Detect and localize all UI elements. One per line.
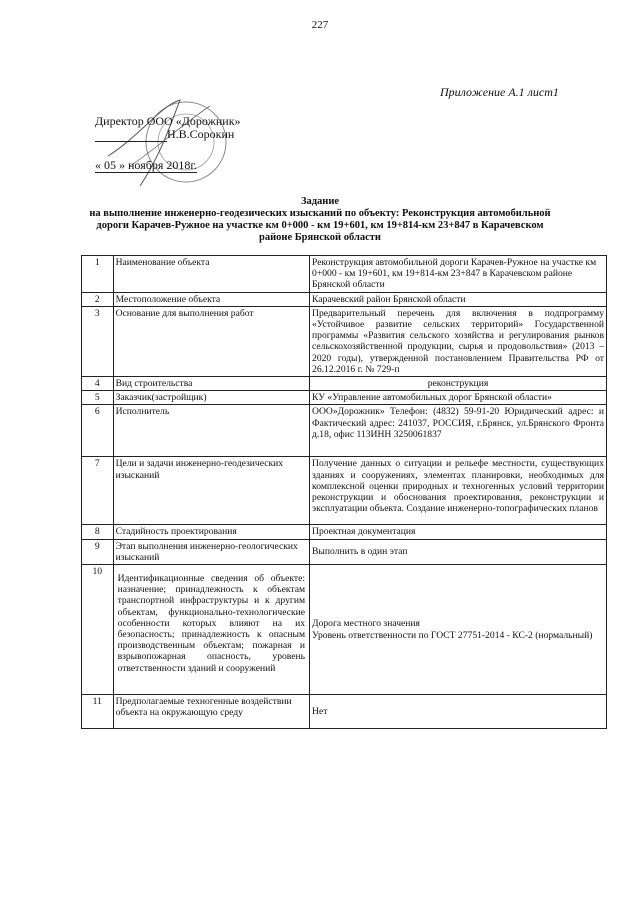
approval-position: Директор ООО «Дорожник» xyxy=(95,114,241,128)
row-value: Карачевский район Брянской области xyxy=(310,292,607,306)
document-heading: Задание xyxy=(300,196,340,207)
row-label: Предполагаемые техногенные воздействии объекта на окружающую среду xyxy=(113,695,309,729)
row-value: Дорога местного значения xyxy=(312,618,420,630)
row-label: Идентификационные сведения об объекте: назначение; принадлежность к объектам транспортной инфраструктуры и к другим объектам, функционально-технологические особенности которых влияют на их безопасность; принадлежность к опасным производственным объектам; пожарная и взрывопожарная опасность, уровень ответственности зданий и сооружений xyxy=(113,565,309,695)
row-label: Местоположение объекта xyxy=(113,292,309,306)
row-number: 8 xyxy=(82,525,114,539)
row-label: Заказчик(застройщик) xyxy=(113,391,309,405)
row-number: 3 xyxy=(82,306,114,376)
document-title: на выполнение инженерно-геодезических изысканий по объекту: Реконструкция автомобильной дороги Карачев-Ружное на участке км 0+000 - км 19+601, км 19+814-км 23+847 в Карачевском районе Брянской области xyxy=(89,208,551,243)
row-number: 6 xyxy=(82,405,114,457)
seal-stamp xyxy=(100,96,228,194)
page-number: 227 xyxy=(311,19,329,31)
row-value: Нет xyxy=(310,695,607,729)
approval-date-line xyxy=(95,158,197,173)
row-number: 10 xyxy=(82,565,114,695)
table-row xyxy=(82,539,607,564)
row-label: Исполнитель xyxy=(113,405,309,457)
row-number: 5 xyxy=(82,391,114,405)
task-table xyxy=(81,255,607,729)
row-label: Основание для выполнения работ xyxy=(113,306,309,376)
row-value: реконструкция xyxy=(310,377,607,391)
table-row xyxy=(82,405,607,457)
row-value: Проектная документация xyxy=(310,525,607,539)
approval-name: Н.В.Сорокин xyxy=(167,127,235,141)
row-label: Этап выполнения инженерно-геологических изысканий xyxy=(113,539,309,564)
row-label: Наименование объекта xyxy=(113,256,309,293)
row-number: 7 xyxy=(82,457,114,525)
table-row xyxy=(82,256,607,293)
table-row xyxy=(82,525,607,539)
appendix-label: Приложение А.1 лист1 xyxy=(440,85,559,99)
row-value: Реконструкция автомобильной дороги Карачев-Ружное на участке км 0+000 - км 19+601, км 19+814-км 23+847 в Карачевском районе Брянской области xyxy=(310,256,607,293)
row-label: Стадийность проектирования xyxy=(113,525,309,539)
row-number: 2 xyxy=(82,292,114,306)
approval-date: « 05 » ноября 2018г. xyxy=(95,158,197,172)
table-row xyxy=(82,306,607,376)
table-row xyxy=(82,695,607,729)
table-row xyxy=(82,377,607,391)
row-value-cell xyxy=(310,565,607,695)
row-number: 1 xyxy=(82,256,114,293)
row-number: 11 xyxy=(82,695,114,729)
approval-signature-line xyxy=(95,127,245,142)
table-row xyxy=(82,565,607,695)
table-row xyxy=(82,292,607,306)
row-value: КУ «Управление автомобильных дорог Брянской области» xyxy=(310,391,607,405)
row-value: ООО»Дорожник» Телефон: (4832) 59-91-20 Юридический адрес: и Фактический адрес: 241037, РОССИЯ, г.Брянск, ул.Брянского Фронта д.18, офис 113ИНН 3250061837 xyxy=(310,405,607,457)
row-number: 4 xyxy=(82,377,114,391)
table-row xyxy=(82,391,607,405)
row-value: Получение данных о ситуации и рельефе местности, существующих зданиях и сооружениях, элементах планировки, необходимых для комплексной оценки природных и техногенных условий территории реконструкции и обоснования проектирования, реконструкции и эксплуатации объекта. Создание инженерно-топографических планов xyxy=(310,457,607,525)
table-row xyxy=(82,457,607,525)
row-label: Цели и задачи инженерно-геодезических изысканий xyxy=(113,457,309,525)
row-value: Предварительный перечень для включения в подпрограмму «Устойчивое развитие сельских территорий» Государственной программы «Развития сельского хозяйства и регулирования рынков сельскохозяйственной продукции, сырья и продовольствия» (2013 – 2020 годы), утвержденной постановлением Правительства РФ от 26.12.2016 г. № 729-п xyxy=(310,306,607,376)
row-value: Выполнить в один этап xyxy=(310,539,607,564)
row-number: 9 xyxy=(82,539,114,564)
row-label: Вид строительства xyxy=(113,377,309,391)
row-value-secondary: Уровень ответственности по ГОСТ 27751-2014 - КС-2 (нормальный) xyxy=(312,629,593,641)
